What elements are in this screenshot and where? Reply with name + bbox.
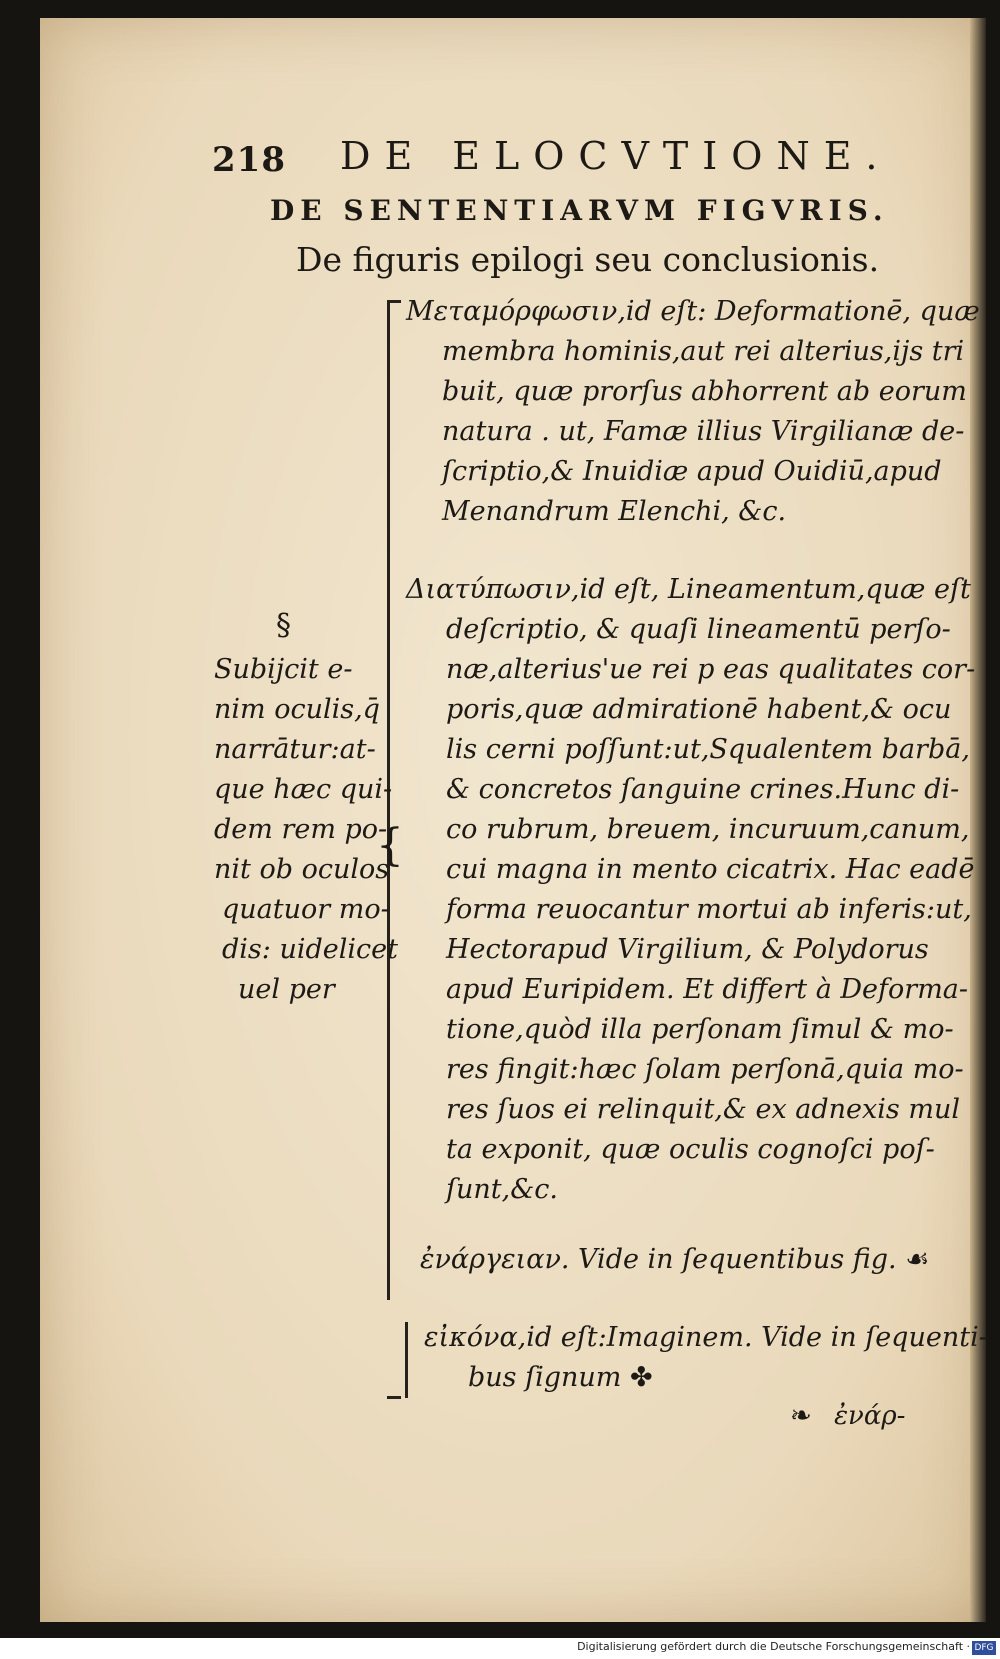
entry-line: buit, quæ prorſus abhorrent ab eorum	[442, 376, 967, 407]
entry-line: res fingit:hæc ſolam perſonā,quia mo-	[446, 1054, 964, 1085]
catchword	[790, 1396, 905, 1436]
entry-line: & concretos ſanguine crines.Hunc di-	[446, 774, 960, 805]
entry-line: res ſuos ei relinquit,& ex adnexis mul	[446, 1094, 960, 1125]
side-note-line: dem rem po-	[214, 814, 388, 845]
brace-top-cap	[387, 300, 401, 303]
subsection-title: De figuris epilogi seu conclusionis.	[296, 240, 880, 279]
digitization-credit: Digitalisierung gefördert durch die Deutsche Forschungsgemeinschaft ·	[577, 1640, 970, 1653]
entry-line: lis cerni poſſunt:ut,Squalentem barbā,	[446, 734, 970, 765]
entry-line: poris,quæ admirationē habent,& ocu	[446, 694, 952, 725]
entry-line: apud Euripidem. Et differt à Deforma-	[446, 974, 969, 1005]
entry-diatyposis	[406, 570, 975, 1210]
section-title: DE SENTENTIARVM FIGVRIS.	[270, 194, 889, 227]
entry-line: co rubrum, breuem, incuruum,canum,	[446, 814, 970, 845]
entry-enargeia	[420, 1240, 929, 1280]
side-note-fleuron: §	[276, 608, 291, 643]
entry-line: deſcriptio, & quaſi lineamentū perſo-	[446, 614, 951, 645]
brace-last-entry	[405, 1322, 408, 1398]
entry-line: Διατύπωσιν,id eſt, Lineamentum,quæ eſt	[406, 574, 971, 605]
entry-line	[424, 1358, 988, 1398]
fleuron-icon: ☙	[905, 1244, 930, 1275]
entry-line: Μεταμόρφωσιν,id eſt: Deformationē, quæ	[406, 296, 980, 327]
side-note-line: Subijcit e-	[214, 654, 353, 685]
entry-line: Hectorapud Virgilium, & Polydorus	[446, 934, 929, 965]
side-note	[214, 650, 398, 1010]
entry-line: næ,alterius'ue rei p eas qualitates cor-	[446, 654, 976, 685]
flower-sign-icon: ✤	[630, 1362, 653, 1393]
entry-line: tione,quòd illa perſonam ſimul & mo-	[446, 1014, 954, 1045]
side-note-line: narrātur:at-	[214, 734, 376, 765]
side-note-line: que hæc qui-	[214, 774, 393, 805]
brace-bottom-cap	[387, 1396, 401, 1399]
fleuron-icon: ❧	[790, 1401, 812, 1431]
entry-line: εἰκόνα,id eſt:Imaginem. Vide in ſequenti-	[424, 1322, 988, 1353]
side-brace: {	[376, 820, 404, 871]
side-note-line: dis: uidelicet	[222, 934, 398, 965]
entry-line: cui magna in mento cicatrix. Hac eadē	[446, 854, 975, 885]
entry-line: ſunt,&c.	[446, 1174, 558, 1205]
page-number: 218	[212, 140, 286, 180]
entry-line: ta exponit, quæ oculis cognoſci poſ-	[446, 1134, 935, 1165]
catchword-text: ἐνάρ-	[834, 1401, 906, 1431]
entry-line: Menandrum Elenchi, &c.	[442, 496, 787, 527]
entry-line	[420, 1240, 929, 1280]
entry-metamorphosis	[406, 292, 980, 532]
side-note-line: uel per	[238, 974, 335, 1005]
entry-text: bus ſignum	[468, 1362, 622, 1393]
dfg-logo: DFG	[972, 1641, 996, 1655]
entry-line: ſcriptio,& Inuidiæ apud Ouidiū,apud	[442, 456, 942, 487]
entry-text: ἐνάργειαν. Vide in ſequentibus fig.	[420, 1244, 897, 1275]
side-note-line: nit ob oculos	[214, 854, 390, 885]
side-note-line: quatuor mo-	[222, 894, 390, 925]
running-title: DE ELOCVTIONE.	[340, 134, 892, 178]
entry-line: natura . ut, Famæ illius Virgilianæ de-	[442, 416, 965, 447]
entry-line: forma reuocantur mortui ab inferis:ut,	[446, 894, 972, 925]
entry-eikon	[424, 1318, 988, 1398]
side-note-line: nim oculis,q̄	[214, 694, 380, 725]
entry-line: membra hominis,aut rei alterius,ijs tri	[442, 336, 965, 367]
